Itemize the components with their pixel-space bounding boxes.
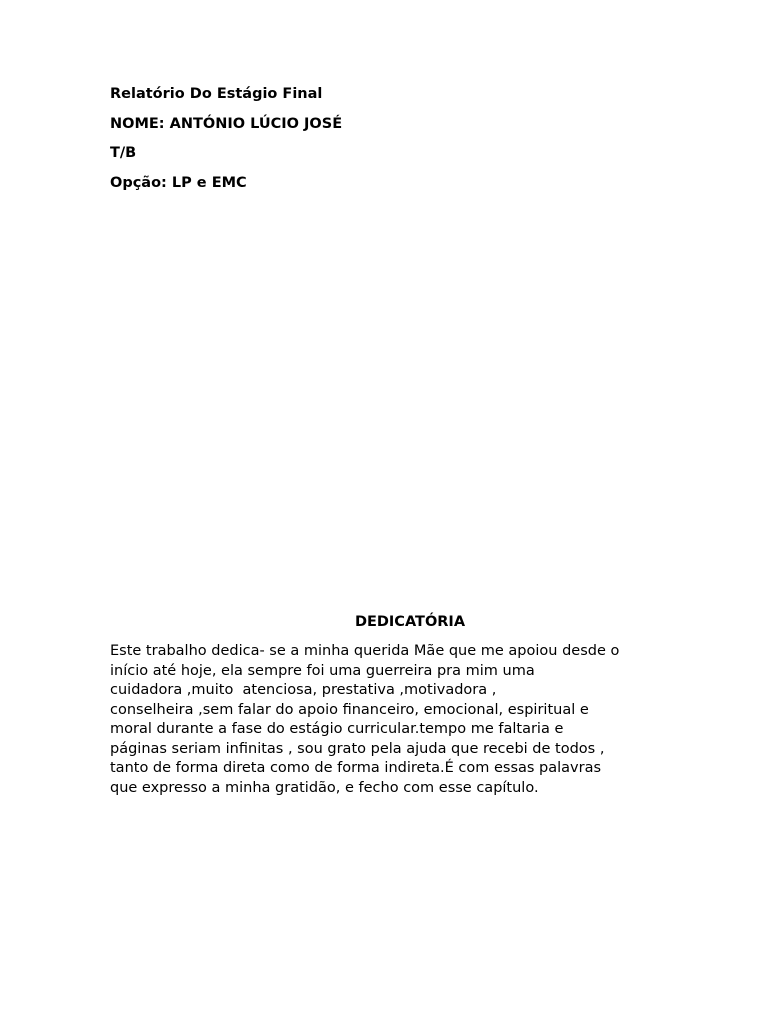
paragraph-line: páginas seriam infinitas , sou grato pela ajuda que recebi de todos , — [110, 740, 605, 757]
paragraph-line: tanto de forma direta como de forma indireta.É com essas palavras — [110, 760, 602, 776]
option-label: Opção: LP e EMC — [110, 174, 247, 191]
dedication-paragraph — [110, 642, 670, 798]
paragraph-line: conselheira ,sem falar do apoio financeiro, emocional, espiritual e — [110, 701, 589, 718]
paragraph-line: cuidadora ,muito atenciosa, prestativa ,motivadora , — [110, 682, 497, 698]
paragraph-line: moral durante a fase do estágio curricular.tempo me faltaria e — [110, 721, 564, 737]
student-name: NOME: ANTÓNIO LÚCIO JOSÉ — [110, 115, 343, 132]
paragraph-line: início até hoje, ela sempre foi uma guerreira pra mim uma — [110, 662, 535, 679]
document-header — [110, 85, 670, 203]
paragraph-line: que expresso a minha gratidão, e fecho com esse capítulo. — [110, 779, 539, 796]
report-title: Relatório Do Estágio Final — [110, 86, 323, 102]
paragraph-line: Este trabalho dedica- se a minha querida Mãe que me apoiou desde o — [110, 643, 620, 659]
dedication-heading: DEDICATÓRIA — [354, 614, 466, 630]
class-label: T/B — [110, 145, 137, 161]
